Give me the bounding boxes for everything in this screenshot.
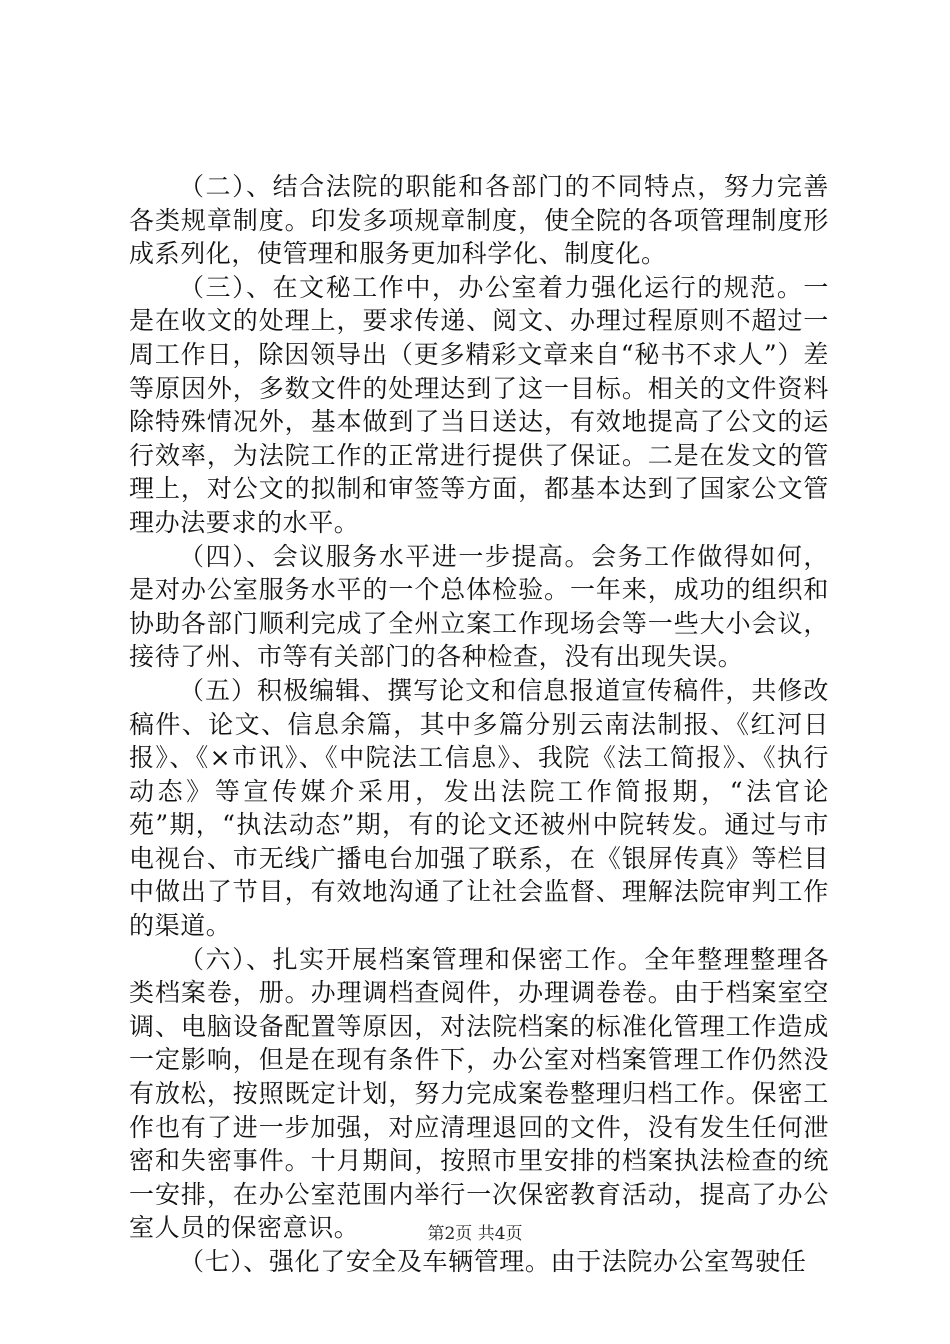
paragraph-section-5: （五）积极编辑、撰写论文和信息报道宣传稿件，共修改稿件、论文、信息余篇，其中多篇分别云南法制报、《红河日报》、《×市讯》、《中院法工信息》、我院《法工简报》、《执行动态》等宣传媒介采用，发出法院工作简报期，“法官论苑”期，“执法动态”期，有的论文还被州中院转发。通过与市电视台、市无线广播电台加强了联系，在《银屏传真》等栏目中做出了节目，有效地沟通了让社会监督、理解法院审判工作的渠道。 [129,675,829,941]
paragraph-section-2: （二）、结合法院的职能和各部门的不同特点，努力完善各类规章制度。印发多项规章制度，使全院的各项管理制度形成系列化，使管理和服务更加科学化、制度化。 [129,172,829,269]
document-body [129,170,829,1279]
page-footer [0,1219,950,1244]
paragraph-section-6: （六）、扎实开展档案管理和保密工作。全年整理整理各类档案卷，册。办理调档查阅件，办理调卷卷。由于档案室空调、电脑设备配置等原因，对法院档案的标准化管理工作造成一定影响，但是在现有条件下，办公室对档案管理工作仍然没有放松，按照既定计划，努力完成案卷整理归档工作。保密工作也有了进一步加强，对应清理退回的文件，没有发生任何泄密和失密事件。十月期间，按照市里安排的档案执法检查的统一安排，在办公室范围内举行一次保密教育活动，提高了办公室人员的保密意识。 [129,944,829,1243]
paragraph-section-4: （四）、会议服务水平进一步提高。会务工作做得如何，是对办公室服务水平的一个总体检验。一年来，成功的组织和协助各部门顺利完成了全州立案工作现场会等一些大小会议，接待了州、市等有关部门的各种检查，没有出现失误。 [129,541,829,672]
paragraph-section-7: （七）、强化了安全及车辆管理。由于法院办公室驾驶任 [179,1247,807,1276]
paragraph-section-3: （三）、在文秘工作中，办公室着力强化运行的规范。一是在收文的处理上，要求传递、阅文、办理过程原则不超过一周工作日，除因领导出（更多精彩文章来自“秘书不求人”）差等原因外，多数文件的处理达到了这一目标。相关的文件资料除特殊情况外，基本做到了当日送达，有效地提高了公文的运行效率，为法院工作的正常进行提供了保证。二是在发文的管理上，对公文的拟制和审签等方面，都基本达到了国家公文管理办法要求的水平。 [129,272,829,537]
page-number-label: 第2页 共4页 [427,1224,523,1244]
